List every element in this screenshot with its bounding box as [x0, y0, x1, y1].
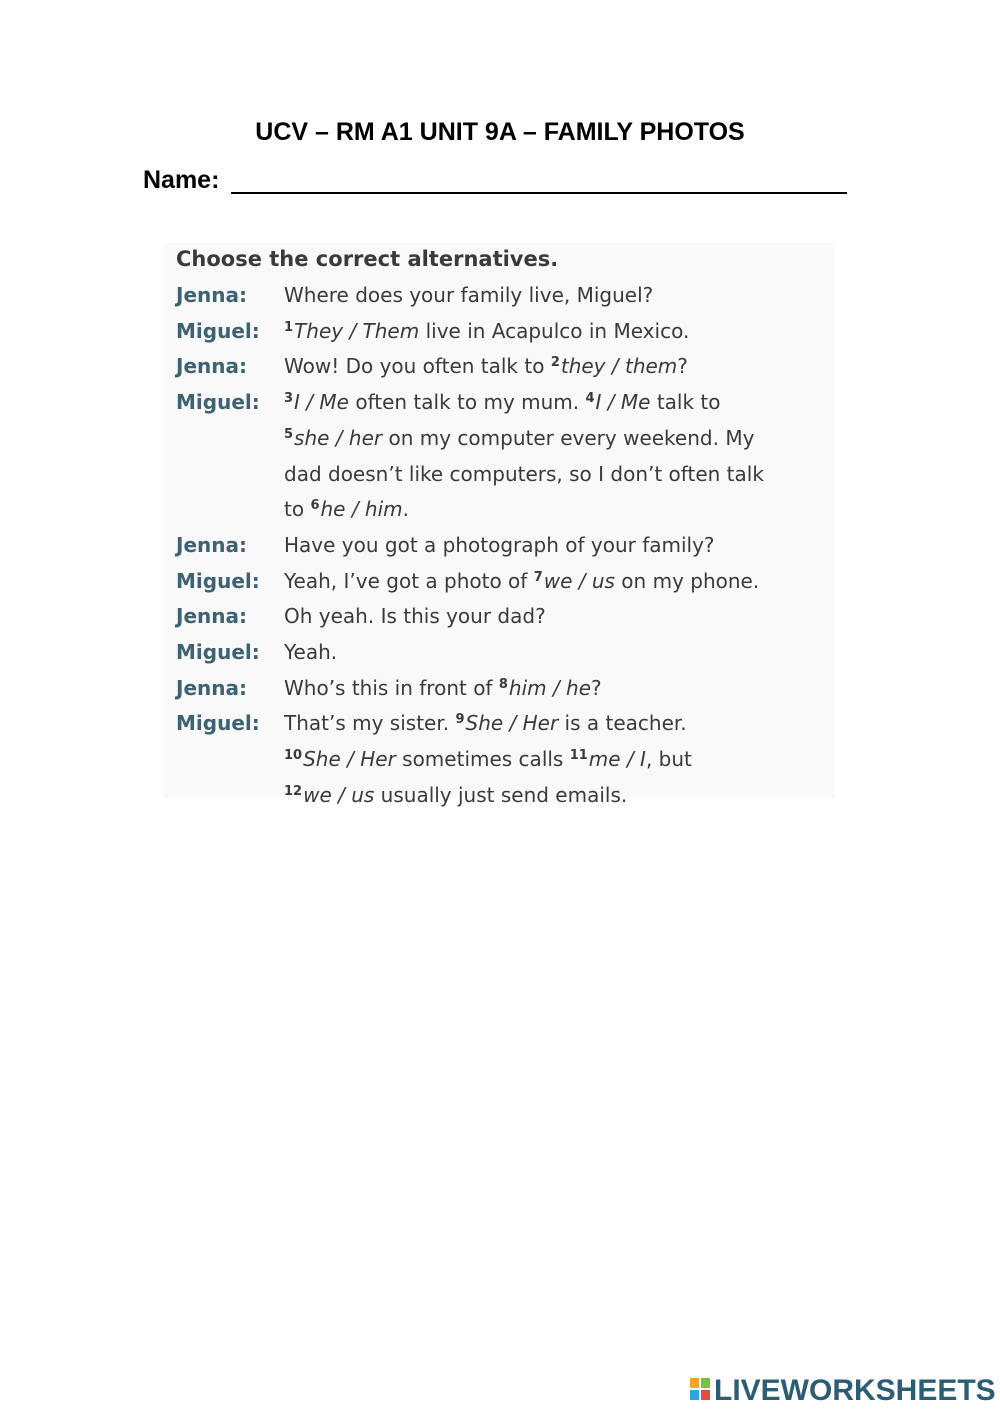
- line-segment: is a teacher.: [558, 711, 687, 736]
- dialog-line: [163, 533, 835, 565]
- alternative-choice[interactable]: they / them: [560, 354, 678, 379]
- speaker-label: Jenna:: [176, 532, 247, 557]
- dialog-line: [163, 283, 835, 315]
- dialog-line: [163, 747, 835, 779]
- alternative-choice[interactable]: I / Me: [294, 390, 349, 415]
- item-number: 4: [585, 391, 595, 407]
- line-segment: Who’s this in front of: [284, 675, 499, 700]
- line-text: [284, 747, 692, 771]
- line-segment: Wow! Do you often talk to: [284, 354, 551, 379]
- line-text: [284, 283, 653, 307]
- alternative-choice[interactable]: me / I: [588, 747, 646, 772]
- line-text: [284, 319, 689, 343]
- speaker-label: Jenna:: [176, 283, 247, 307]
- alternative-choice[interactable]: we / us: [303, 782, 375, 807]
- line-segment: live in Acapulco in Mexico.: [419, 318, 690, 343]
- item-number: 6: [310, 498, 320, 514]
- line-text: [284, 569, 759, 593]
- dialog-line: [163, 676, 835, 708]
- line-text: [284, 676, 602, 700]
- dialog-line: [163, 569, 835, 601]
- speaker-label: Jenna:: [176, 604, 247, 629]
- alternative-choice[interactable]: She / Her: [303, 747, 396, 772]
- line-segment: , but: [645, 747, 692, 772]
- item-number: 11: [569, 748, 588, 764]
- line-text: [284, 426, 754, 450]
- line-text: [284, 604, 546, 628]
- dialog-line: [163, 390, 835, 422]
- item-number: 7: [533, 569, 543, 585]
- line-segment: often talk to my mum.: [348, 390, 586, 415]
- item-number: 12: [284, 783, 303, 799]
- item-number: 1: [284, 319, 294, 335]
- line-text: [284, 783, 627, 807]
- logo-square-3: [690, 1390, 699, 1400]
- line-segment: talk to: [650, 390, 721, 415]
- logo-square-1: [690, 1378, 699, 1388]
- dialog-line: [163, 783, 835, 815]
- exercise-instruction: Choose the correct alternatives.: [176, 247, 559, 271]
- line-segment: That’s my sister.: [284, 711, 456, 736]
- line-segment: ?: [591, 675, 602, 700]
- logo-square-4: [701, 1390, 710, 1400]
- line-text: [284, 462, 764, 486]
- dialog-line: [163, 497, 835, 529]
- item-number: 5: [284, 426, 294, 442]
- line-text: [284, 497, 409, 521]
- line-segment: Yeah.: [284, 640, 338, 664]
- speaker-label: Miguel:: [176, 640, 260, 664]
- line-segment: on my computer every weekend. My: [382, 425, 755, 450]
- line-segment: on my phone.: [614, 568, 760, 593]
- line-text: [284, 640, 337, 664]
- line-segment: Oh yeah. Is this your dad?: [284, 604, 546, 629]
- alternative-choice[interactable]: They / Them: [294, 318, 420, 343]
- speaker-label: Miguel:: [176, 568, 260, 593]
- alternative-choice[interactable]: she / her: [294, 425, 383, 450]
- dialog-line: [163, 711, 835, 743]
- speaker-label: Jenna:: [176, 675, 247, 700]
- exercise-box: [163, 243, 835, 807]
- item-number: 9: [455, 712, 465, 728]
- name-label: Name:: [143, 166, 220, 194]
- dialog-line: [163, 640, 835, 672]
- speaker-label: Jenna:: [176, 354, 247, 379]
- name-blank-line[interactable]: [231, 192, 847, 194]
- line-segment: Yeah, I’ve got a photo of: [284, 568, 534, 593]
- line-text: [284, 354, 688, 378]
- liveworksheets-logo: [690, 1374, 996, 1407]
- dialog-line: [163, 604, 835, 636]
- logo-square-2: [701, 1378, 710, 1388]
- item-number: 2: [550, 355, 560, 371]
- line-segment: Where does your family live, Miguel?: [284, 283, 654, 307]
- logo-text: LIVEWORKSHEETS: [714, 1374, 996, 1407]
- item-number: 3: [284, 391, 294, 407]
- alternative-choice[interactable]: She / Her: [465, 711, 559, 736]
- dialog-line: [163, 426, 835, 458]
- dialog-line: [163, 319, 835, 351]
- liveworksheets-logo-icon: [690, 1378, 712, 1402]
- alternative-choice[interactable]: him / he: [508, 675, 592, 700]
- line-segment: to: [284, 497, 311, 522]
- alternative-choice[interactable]: he / him: [320, 497, 403, 522]
- line-segment: ?: [677, 354, 688, 379]
- line-segment: sometimes calls: [395, 747, 570, 772]
- item-number: 8: [498, 676, 508, 692]
- line-text: [284, 390, 721, 414]
- line-text: [284, 711, 687, 735]
- line-segment: usually just send emails.: [374, 782, 628, 807]
- speaker-label: Miguel:: [176, 390, 260, 415]
- page-title: UCV – RM A1 UNIT 9A – FAMILY PHOTOS: [255, 118, 745, 146]
- line-segment: Have you got a photograph of your family?: [284, 532, 715, 557]
- dialog-line: [163, 354, 835, 386]
- speaker-label: Miguel:: [176, 711, 260, 736]
- name-field: [143, 166, 848, 200]
- dialog-line: [163, 462, 835, 494]
- speaker-label: Miguel:: [176, 318, 260, 343]
- alternative-choice[interactable]: I / Me: [595, 390, 651, 415]
- line-segment: .: [402, 497, 409, 522]
- line-segment: dad doesn’t like computers, so I don’t often talk: [284, 461, 764, 486]
- item-number: 10: [284, 748, 303, 764]
- alternative-choice[interactable]: we / us: [543, 568, 615, 593]
- line-text: [284, 533, 715, 557]
